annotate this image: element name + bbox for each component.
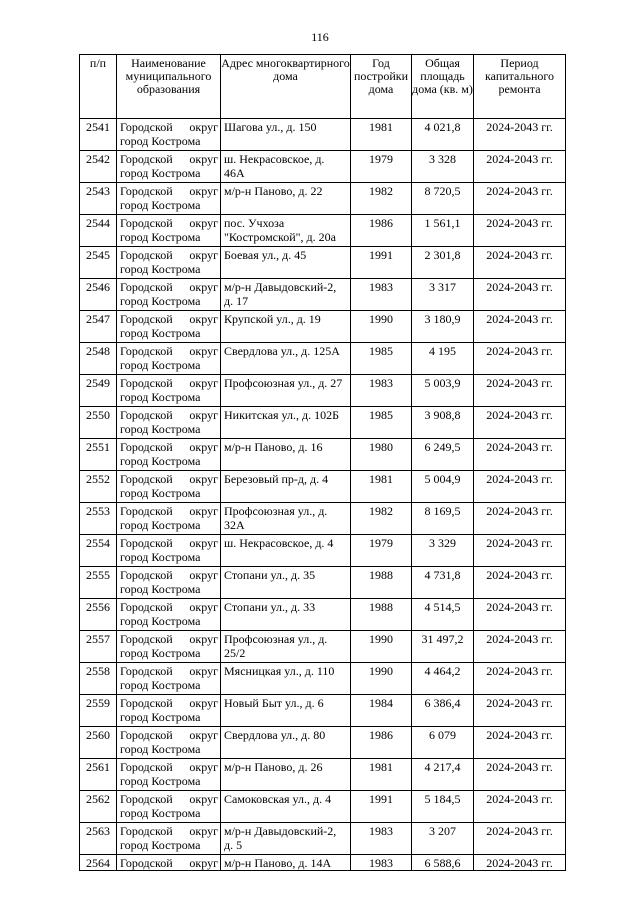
table-row	[80, 375, 566, 407]
municipality-cell	[117, 343, 221, 375]
municipality-name: город Кострома	[120, 422, 201, 436]
year-cell: 1988	[351, 567, 412, 599]
municipality-type: Городской	[120, 632, 173, 646]
municipality-cell	[117, 279, 221, 311]
area-cell: 4 217,4	[412, 759, 474, 791]
year-cell: 1988	[351, 599, 412, 631]
table-row	[80, 855, 566, 871]
municipality-type: Городской	[120, 344, 173, 358]
period-cell: 2024-2043 гг.	[474, 599, 566, 631]
period-cell: 2024-2043 гг.	[474, 727, 566, 759]
table-row	[80, 535, 566, 567]
area-cell: 6 386,4	[412, 695, 474, 727]
header-year: Год постройки дома	[351, 55, 412, 119]
row-number: 2562	[80, 791, 117, 823]
address-cell: Самоковская ул., д. 4	[221, 791, 351, 823]
period-cell: 2024-2043 гг.	[474, 343, 566, 375]
municipality-kind: округ	[189, 248, 218, 262]
year-cell: 1983	[351, 823, 412, 855]
municipality-kind: округ	[189, 344, 218, 358]
municipality-type: Городской	[120, 728, 173, 742]
municipality-type: Городской	[120, 152, 173, 166]
period-cell: 2024-2043 гг.	[474, 119, 566, 151]
period-cell: 2024-2043 гг.	[474, 279, 566, 311]
period-cell: 2024-2043 гг.	[474, 183, 566, 215]
address-cell: Стопани ул., д. 33	[221, 599, 351, 631]
municipality-type: Городской	[120, 792, 173, 806]
table-row	[80, 247, 566, 279]
row-number: 2542	[80, 151, 117, 183]
table-row	[80, 663, 566, 695]
municipality-cell	[117, 631, 221, 663]
row-number: 2552	[80, 471, 117, 503]
period-cell: 2024-2043 гг.	[474, 855, 566, 871]
municipality-name: город Кострома	[120, 774, 201, 788]
address-cell: Березовый пр-д, д. 4	[221, 471, 351, 503]
table-row	[80, 151, 566, 183]
address-cell: ш. Некрасовское, д. 4	[221, 535, 351, 567]
header-address: Адрес многоквартирного дома	[221, 55, 351, 119]
municipality-kind: округ	[189, 760, 218, 774]
municipality-name: город Кострома	[120, 550, 201, 564]
period-cell: 2024-2043 гг.	[474, 631, 566, 663]
address-cell: Свердлова ул., д. 80	[221, 727, 351, 759]
municipality-kind: округ	[189, 856, 218, 870]
municipality-type: Городской	[120, 376, 173, 390]
municipality-cell	[117, 503, 221, 535]
table-row	[80, 727, 566, 759]
year-cell: 1990	[351, 663, 412, 695]
area-cell: 3 329	[412, 535, 474, 567]
municipality-cell	[117, 663, 221, 695]
row-number: 2550	[80, 407, 117, 439]
municipality-kind: округ	[189, 152, 218, 166]
municipality-name: город Кострома	[120, 262, 201, 276]
area-cell: 31 497,2	[412, 631, 474, 663]
period-cell: 2024-2043 гг.	[474, 247, 566, 279]
municipality-cell	[117, 247, 221, 279]
table-row	[80, 311, 566, 343]
row-number: 2564	[80, 855, 117, 871]
municipality-cell	[117, 311, 221, 343]
municipality-name: город Кострома	[120, 710, 201, 724]
area-cell: 5 004,9	[412, 471, 474, 503]
municipality-type: Городской	[120, 696, 173, 710]
address-cell: Профсоюзная ул., д. 27	[221, 375, 351, 407]
municipality-kind: округ	[189, 504, 218, 518]
municipality-name: город Кострома	[120, 294, 201, 308]
year-cell: 1991	[351, 791, 412, 823]
row-number: 2563	[80, 823, 117, 855]
area-cell: 4 464,2	[412, 663, 474, 695]
area-cell: 4 514,5	[412, 599, 474, 631]
period-cell: 2024-2043 гг.	[474, 439, 566, 471]
municipality-cell	[117, 567, 221, 599]
period-cell: 2024-2043 гг.	[474, 215, 566, 247]
period-cell: 2024-2043 гг.	[474, 151, 566, 183]
period-cell: 2024-2043 гг.	[474, 823, 566, 855]
municipality-name: город Кострома	[120, 742, 201, 756]
table-row	[80, 407, 566, 439]
address-cell: ш. Некрасовское, д. 46А	[221, 151, 351, 183]
municipality-type: Городской	[120, 440, 173, 454]
municipality-name: город Кострома	[120, 134, 201, 148]
year-cell: 1990	[351, 631, 412, 663]
municipality-kind: округ	[189, 408, 218, 422]
municipality-cell	[117, 215, 221, 247]
row-number: 2555	[80, 567, 117, 599]
municipality-name: город Кострома	[120, 358, 201, 372]
year-cell: 1982	[351, 183, 412, 215]
row-number: 2544	[80, 215, 117, 247]
header-municipality: Наименование муниципального образования	[117, 55, 221, 119]
table-row	[80, 279, 566, 311]
area-cell: 5 184,5	[412, 791, 474, 823]
table-row	[80, 439, 566, 471]
municipality-type: Городской	[120, 248, 173, 262]
period-cell: 2024-2043 гг.	[474, 407, 566, 439]
address-cell: м/р-н Паново, д. 26	[221, 759, 351, 791]
row-number: 2553	[80, 503, 117, 535]
year-cell: 1981	[351, 759, 412, 791]
year-cell: 1983	[351, 375, 412, 407]
municipality-cell	[117, 535, 221, 567]
address-cell: Стопани ул., д. 35	[221, 567, 351, 599]
period-cell: 2024-2043 гг.	[474, 535, 566, 567]
municipality-kind: округ	[189, 792, 218, 806]
year-cell: 1990	[351, 311, 412, 343]
year-cell: 1983	[351, 855, 412, 871]
period-cell: 2024-2043 гг.	[474, 375, 566, 407]
address-cell: Никитская ул., д. 102Б	[221, 407, 351, 439]
area-cell: 3 908,8	[412, 407, 474, 439]
municipality-kind: округ	[189, 664, 218, 678]
header-period: Период капитального ремонта	[474, 55, 566, 119]
period-cell: 2024-2043 гг.	[474, 663, 566, 695]
row-number: 2557	[80, 631, 117, 663]
area-cell: 3 207	[412, 823, 474, 855]
municipality-type: Городской	[120, 504, 173, 518]
address-cell: м/р-н Паново, д. 14А	[221, 855, 351, 871]
table-row	[80, 215, 566, 247]
municipality-kind: округ	[189, 216, 218, 230]
municipality-kind: округ	[189, 696, 218, 710]
municipality-kind: округ	[189, 376, 218, 390]
period-cell: 2024-2043 гг.	[474, 471, 566, 503]
municipality-cell	[117, 823, 221, 855]
area-cell: 8 720,5	[412, 183, 474, 215]
municipality-name: город Кострома	[120, 390, 201, 404]
year-cell: 1980	[351, 439, 412, 471]
address-cell: Свердлова ул., д. 125А	[221, 343, 351, 375]
page-number: 116	[311, 30, 329, 44]
header-area: Общая площадь дома (кв. м)	[412, 55, 474, 119]
municipality-kind: округ	[189, 440, 218, 454]
year-cell: 1982	[351, 503, 412, 535]
municipality-name: город Кострома	[120, 838, 201, 852]
municipality-type: Городской	[120, 856, 173, 870]
address-cell: Новый Быт ул., д. 6	[221, 695, 351, 727]
municipality-cell	[117, 375, 221, 407]
municipality-name: город Кострома	[120, 198, 201, 212]
year-cell: 1991	[351, 247, 412, 279]
municipality-type: Городской	[120, 664, 173, 678]
area-cell: 6 588,6	[412, 855, 474, 871]
area-cell: 3 180,9	[412, 311, 474, 343]
municipality-name: город Кострома	[120, 582, 201, 596]
period-cell: 2024-2043 гг.	[474, 695, 566, 727]
municipality-kind: округ	[189, 824, 218, 838]
table-row	[80, 599, 566, 631]
municipality-type: Городской	[120, 312, 173, 326]
municipality-kind: округ	[189, 728, 218, 742]
year-cell: 1979	[351, 535, 412, 567]
municipality-cell	[117, 855, 221, 871]
address-cell: Профсоюзная ул., д. 32А	[221, 503, 351, 535]
municipality-name: город Кострома	[120, 166, 201, 180]
municipality-type: Городской	[120, 408, 173, 422]
municipality-kind: округ	[189, 184, 218, 198]
municipality-cell	[117, 791, 221, 823]
area-cell: 6 079	[412, 727, 474, 759]
area-cell: 3 328	[412, 151, 474, 183]
row-number: 2541	[80, 119, 117, 151]
municipality-kind: округ	[189, 280, 218, 294]
year-cell: 1979	[351, 151, 412, 183]
address-cell: Боевая ул., д. 45	[221, 247, 351, 279]
year-cell: 1985	[351, 407, 412, 439]
address-cell: м/р-н Давыдовский-2, д. 17	[221, 279, 351, 311]
address-cell: м/р-н Паново, д. 22	[221, 183, 351, 215]
municipality-type: Городской	[120, 536, 173, 550]
area-cell: 2 301,8	[412, 247, 474, 279]
area-cell: 8 169,5	[412, 503, 474, 535]
area-cell: 4 195	[412, 343, 474, 375]
municipality-kind: округ	[189, 120, 218, 134]
address-cell: м/р-н Паново, д. 16	[221, 439, 351, 471]
area-cell: 4 731,8	[412, 567, 474, 599]
year-cell: 1984	[351, 695, 412, 727]
row-number: 2551	[80, 439, 117, 471]
address-cell: Мясницкая ул., д. 110	[221, 663, 351, 695]
municipality-type: Городской	[120, 184, 173, 198]
area-cell: 3 317	[412, 279, 474, 311]
municipality-name: город Кострома	[120, 806, 201, 820]
municipality-kind: округ	[189, 568, 218, 582]
year-cell: 1986	[351, 727, 412, 759]
table-row	[80, 695, 566, 727]
header-num: п/п	[80, 55, 117, 119]
period-cell: 2024-2043 гг.	[474, 567, 566, 599]
address-cell: Профсоюзная ул., д. 25/2	[221, 631, 351, 663]
address-cell: м/р-н Давыдовский-2, д. 5	[221, 823, 351, 855]
municipality-type: Городской	[120, 824, 173, 838]
municipality-name: город Кострома	[120, 678, 201, 692]
address-cell: пос. Учхоза "Костромской", д. 20а	[221, 215, 351, 247]
municipality-cell	[117, 599, 221, 631]
municipality-name: город Кострома	[120, 326, 201, 340]
row-number: 2558	[80, 663, 117, 695]
municipality-kind: округ	[189, 632, 218, 646]
year-cell: 1981	[351, 471, 412, 503]
municipality-cell	[117, 759, 221, 791]
row-number: 2548	[80, 343, 117, 375]
row-number: 2556	[80, 599, 117, 631]
address-cell: Крупской ул., д. 19	[221, 311, 351, 343]
table-row	[80, 183, 566, 215]
municipality-type: Городской	[120, 760, 173, 774]
area-cell: 4 021,8	[412, 119, 474, 151]
municipality-cell	[117, 439, 221, 471]
row-number: 2549	[80, 375, 117, 407]
period-cell: 2024-2043 гг.	[474, 503, 566, 535]
table-row	[80, 567, 566, 599]
municipality-cell	[117, 407, 221, 439]
municipality-name: город Кострома	[120, 486, 201, 500]
municipality-cell	[117, 151, 221, 183]
housing-register-table	[79, 54, 566, 871]
municipality-type: Городской	[120, 600, 173, 614]
table-row	[80, 343, 566, 375]
area-cell: 6 249,5	[412, 439, 474, 471]
municipality-cell	[117, 471, 221, 503]
address-cell: Шагова ул., д. 150	[221, 119, 351, 151]
row-number: 2560	[80, 727, 117, 759]
table-row	[80, 503, 566, 535]
municipality-type: Городской	[120, 568, 173, 582]
row-number: 2546	[80, 279, 117, 311]
year-cell: 1981	[351, 119, 412, 151]
municipality-name: город Кострома	[120, 454, 201, 468]
row-number: 2545	[80, 247, 117, 279]
row-number: 2543	[80, 183, 117, 215]
municipality-name: город Кострома	[120, 518, 201, 532]
municipality-type: Городской	[120, 120, 173, 134]
area-cell: 1 561,1	[412, 215, 474, 247]
area-cell: 5 003,9	[412, 375, 474, 407]
municipality-type: Городской	[120, 280, 173, 294]
municipality-type: Городской	[120, 216, 173, 230]
table-row	[80, 119, 566, 151]
table-header-row	[80, 55, 566, 119]
table-row	[80, 823, 566, 855]
period-cell: 2024-2043 гг.	[474, 791, 566, 823]
table-row	[80, 759, 566, 791]
municipality-cell	[117, 183, 221, 215]
row-number: 2561	[80, 759, 117, 791]
municipality-name: город Кострома	[120, 646, 201, 660]
year-cell: 1983	[351, 279, 412, 311]
table-row	[80, 471, 566, 503]
table-row	[80, 631, 566, 663]
municipality-name: город Кострома	[120, 614, 201, 628]
year-cell: 1985	[351, 343, 412, 375]
municipality-kind: округ	[189, 312, 218, 326]
municipality-kind: округ	[189, 472, 218, 486]
period-cell: 2024-2043 гг.	[474, 311, 566, 343]
municipality-cell	[117, 727, 221, 759]
period-cell: 2024-2043 гг.	[474, 759, 566, 791]
row-number: 2559	[80, 695, 117, 727]
municipality-cell	[117, 119, 221, 151]
municipality-type: Городской	[120, 472, 173, 486]
municipality-kind: округ	[189, 536, 218, 550]
row-number: 2554	[80, 535, 117, 567]
row-number: 2547	[80, 311, 117, 343]
year-cell: 1986	[351, 215, 412, 247]
table-row	[80, 791, 566, 823]
municipality-name: город Кострома	[120, 230, 201, 244]
municipality-kind: округ	[189, 600, 218, 614]
municipality-cell	[117, 695, 221, 727]
